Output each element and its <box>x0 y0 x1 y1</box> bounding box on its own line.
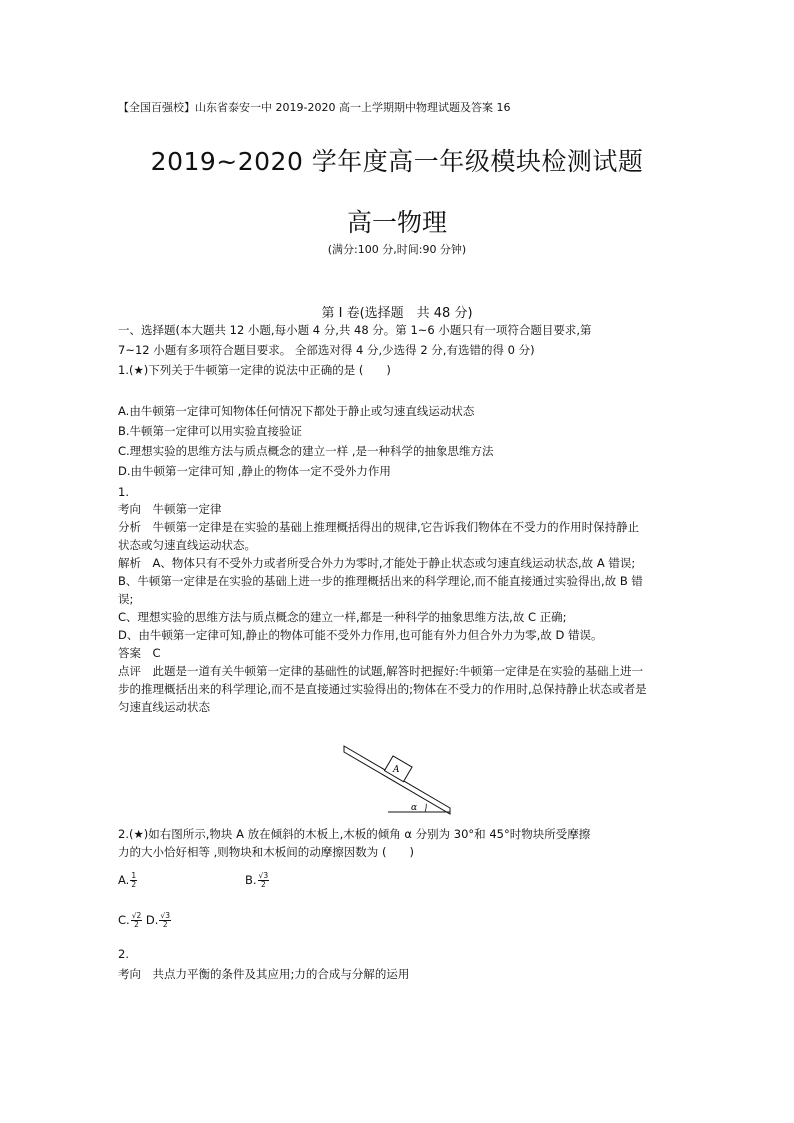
fraction-denominator: 2 <box>162 920 168 929</box>
question-1-comment-line-3: 匀速直线运动状态 <box>118 700 210 714</box>
question-1-comment-line-1: 点评 此题是一道有关牛顿第一定律的基础性的试题,解答时把握好:牛顿第一定律是在实验的基础上进一 <box>118 664 644 678</box>
fraction-one-half <box>130 872 137 889</box>
question-1-option-c: C.理想实验的思维方法与质点概念的建立一样 ,是一种科学的抽象思维方法 <box>118 444 494 458</box>
question-1-solution-line-3: 误; <box>118 592 134 606</box>
angle-arc <box>425 804 426 812</box>
inclined-board <box>344 746 450 814</box>
fraction-root3-over-2 <box>159 912 171 929</box>
question-2-stem-line-2: 力的大小恰好相等 ,则物块和木板间的动摩擦因数为 ( ) <box>118 845 414 859</box>
exam-subject: 高一物理 <box>346 208 447 237</box>
fraction-denominator: 2 <box>134 920 139 929</box>
question-1-option-b: B.牛顿第一定律可以用实验直接验证 <box>118 424 303 438</box>
question-2-option-b <box>245 872 269 889</box>
angle-alpha-label: α <box>411 803 418 813</box>
exam-title: 2019~2020 学年度高一年级模块检测试题 <box>150 147 644 176</box>
instructions-line-2: 7~12 小题有多项符合题目要求。 全部选对得 4 分,少选得 2 分,有选错的得 0 分) <box>118 343 535 357</box>
fraction-denominator: 2 <box>260 880 266 889</box>
question-1-analysis-line-2: 状态或匀速直线运动状态。 <box>118 538 256 552</box>
fraction-numerator: √3 <box>258 871 269 880</box>
document-header: 【全国百强校】山东省泰安一中 2019-2020 高一上学期期中物理试题及答案 16 <box>118 101 511 114</box>
question-1-number: 1. <box>118 485 129 499</box>
question-1-option-a: A.由牛顿第一定律可知物体任何情况下都处于静止或匀速直线运动状态 <box>118 404 475 418</box>
question-1-solution-line-4: C、理想实验的思维方法与质点概念的建立一样,都是一种科学的抽象思维方法,故 C 正确; <box>118 610 567 624</box>
question-1-solution-line-1: 解析 A、物体只有不受外力或者所受合外力为零时,才能处于静止状态或匀速直线运动状态,故 A 错误; <box>118 556 636 570</box>
option-c-prefix: C. <box>118 913 130 927</box>
option-a-prefix: A. <box>118 873 130 887</box>
section-title: 第 I 卷(选择题 共 48 分) <box>321 306 473 321</box>
option-d-prefix: D. <box>145 913 159 927</box>
fraction-root2-over-2 <box>131 912 143 929</box>
fraction-numerator: 1 <box>131 871 137 880</box>
question-1-analysis-line-1: 分析 牛顿第一定律是在实验的基础上推理概括得出的规律,它告诉我们物体在不受力的作用时保持静止 <box>118 520 640 534</box>
question-1-comment-line-2: 步的推理概括出来的科学理论,而不是直接通过实验得出的;物体在不受力的作用时,总保持静止状态或者是 <box>118 682 647 696</box>
question-1-solution-line-5: D、由牛顿第一定律可知,静止的物体可能不受外力作用,也可能有外力但合外力为零,故 D 错误。 <box>118 628 603 642</box>
question-2-number: 2. <box>118 947 129 961</box>
fraction-numerator: √3 <box>160 911 170 920</box>
fraction-root3-over-2 <box>258 872 270 889</box>
question-1-option-d: D.由牛顿第一定律可知 ,静止的物体一定不受外力作用 <box>118 464 391 478</box>
option-b-prefix: B. <box>245 873 257 887</box>
inclined-plane-figure <box>338 738 453 816</box>
fraction-numerator: √2 <box>131 911 142 920</box>
question-1-topic: 考向 牛顿第一定律 <box>118 502 222 516</box>
exam-info: (满分:100 分,时间:90 分钟) <box>327 243 467 256</box>
question-2-option-c-d <box>118 912 171 929</box>
question-2-stem-line-1: 2.(★)如右图所示,物块 A 放在倾斜的木板上,木板的倾角 α 分别为 30°和 45°时物块所受摩擦 <box>118 827 591 841</box>
question-2-topic: 考向 共点力平衡的条件及其应用;力的合成与分解的运用 <box>118 967 410 981</box>
question-1-solution-line-2: B、牛顿第一定律是在实验的基础上进一步的推理概括出来的科学理论,而不能直接通过实验得出,故 B 错 <box>118 574 643 588</box>
fraction-denominator: 2 <box>131 880 137 889</box>
instructions-line-1: 一、选择题(本大题共 12 小题,每小题 4 分,共 48 分。第 1~6 小题只有一项符合题目要求,第 <box>118 323 592 337</box>
question-1-answer: 答案 C <box>118 646 161 660</box>
question-1-stem: 1.(★)下列关于牛顿第一定律的说法中正确的是 ( ) <box>118 363 391 377</box>
block-a-label: A <box>393 765 400 775</box>
question-2-option-a <box>118 872 137 889</box>
